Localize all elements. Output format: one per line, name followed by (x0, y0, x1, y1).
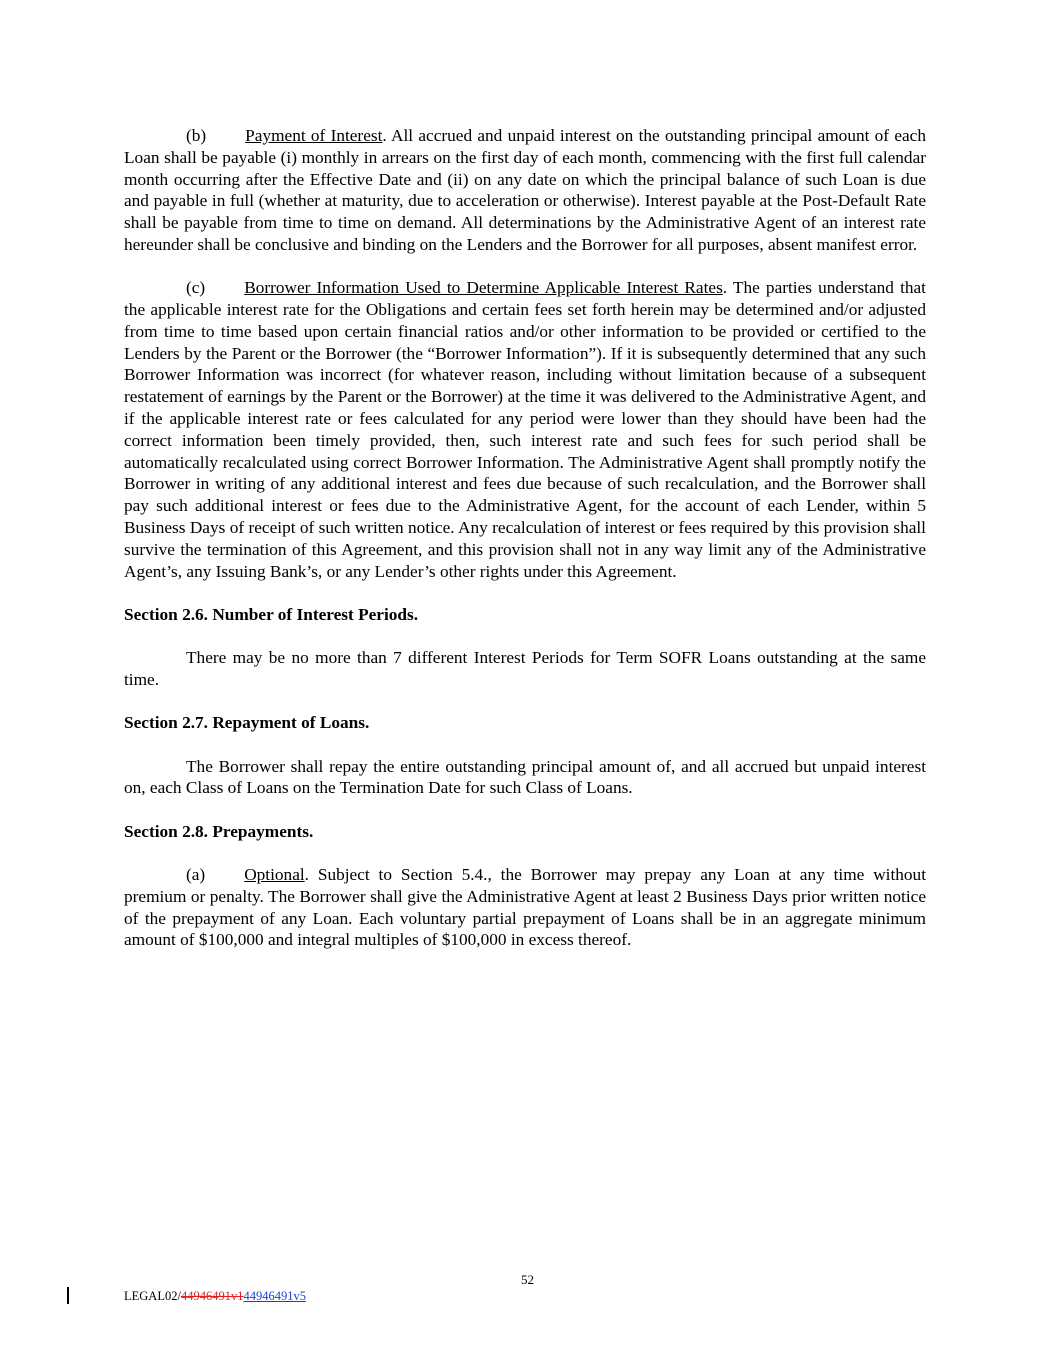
paragraph-2-8-a (124, 864, 926, 951)
section-2-6-text: There may be no more than 7 different Interest Periods for Term SOFR Loans outstanding at the same time. (124, 648, 926, 690)
doc-prefix: LEGAL02/ (124, 1289, 181, 1303)
paragraph-label: (c) (186, 278, 206, 298)
section-2-7-text: The Borrower shall repay the entire outstanding principal amount of, and all accrued but unpaid interest on, each Class of Loans on the Termination Date for such Class of Loans. (124, 756, 926, 798)
paragraph-text: . Subject to Section 5.4., the Borrower may prepay any Loan at any time without premium or penalty. The Borrower shall give the Administrative Agent at least 2 Business Days prior written notice of the prepayment of any Loan. Each voluntary partial prepayment of Loans shall be in an aggregate minimum amount of $100,000 and integral multiples of $100,000 in excess thereof. (124, 865, 926, 950)
paragraph-label: (b) (186, 126, 207, 145)
inserted-doc-id: 44946491v5 (243, 1289, 306, 1303)
paragraph-heading: Borrower Information Used to Determine Applicable Interest Rates (244, 278, 723, 298)
paragraph-text: . All accrued and unpaid interest on the outstanding principal amount of each Loan shall be payable (i) monthly in arrears on the first day of each month, commencing with the first full calendar month occurring after the Effective Date and (ii) on any date on which the principal balance of such Loan is due and payable in full (whether at maturity, due to acceleration or otherwise). Interest payable at the Post-Default Rate shall be payable from time to time on demand. All determinations by the Administrative Agent of an interest rate hereunder shall be conclusive and binding on the Lenders and the Borrower for all purposes, absent manifest error. (124, 126, 926, 254)
change-bar (67, 1287, 69, 1304)
document-id-footer (124, 1289, 306, 1304)
deleted-doc-id: 44946491v1 (180, 1289, 244, 1303)
section-heading-2-6: Section 2.6. Number of Interest Periods. (124, 604, 419, 624)
paragraph-c (124, 277, 926, 582)
section-heading-2-7: Section 2.7. Repayment of Loans. (124, 713, 370, 733)
section-heading-2-8: Section 2.8. Prepayments. (124, 821, 314, 841)
paragraph-heading: Payment of Interest (245, 126, 383, 145)
paragraph-b (124, 125, 926, 256)
paragraph-text: . The parties understand that the applicable interest rate for the Obligations and certain fees set forth herein may be determined and/or adjusted from time to time based upon certain financial ratios and/or other information to be provided or certified to the Lenders by the Parent or the Borrower (the “Borrower Information”). If it is subsequently determined that any such Borrower Information was incorrect (for whatever reason, including without limitation because of a subsequent restatement of earnings by the Parent or the Borrower) at the time it was delivered to the Administrative Agent, and if the applicable interest rate or fees calculated for any period were lower than they should have been had the correct information been timely provided, then, such interest rate and such fees for such period shall be automatically recalculated using correct Borrower Information. The Administrative Agent shall promptly notify the Borrower in writing of any additional interest and fees due because of such recalculation, and the Borrower shall pay such additional interest or fees due to the Administrative Agent, for the account of each Lender, within 5 Business Days of receipt of such written notice. Any recalculation of interest or fees required by this provision shall survive the termination of this Agreement, and this provision shall not in any way limit any of the Administrative Agent’s, any Issuing Bank’s, or any Lender’s other rights under this Agreement. (124, 278, 926, 581)
document-body (124, 125, 926, 973)
paragraph-heading: Optional (244, 865, 305, 885)
paragraph-label: (a) (186, 865, 206, 885)
page-number: 52 (521, 1272, 534, 1287)
